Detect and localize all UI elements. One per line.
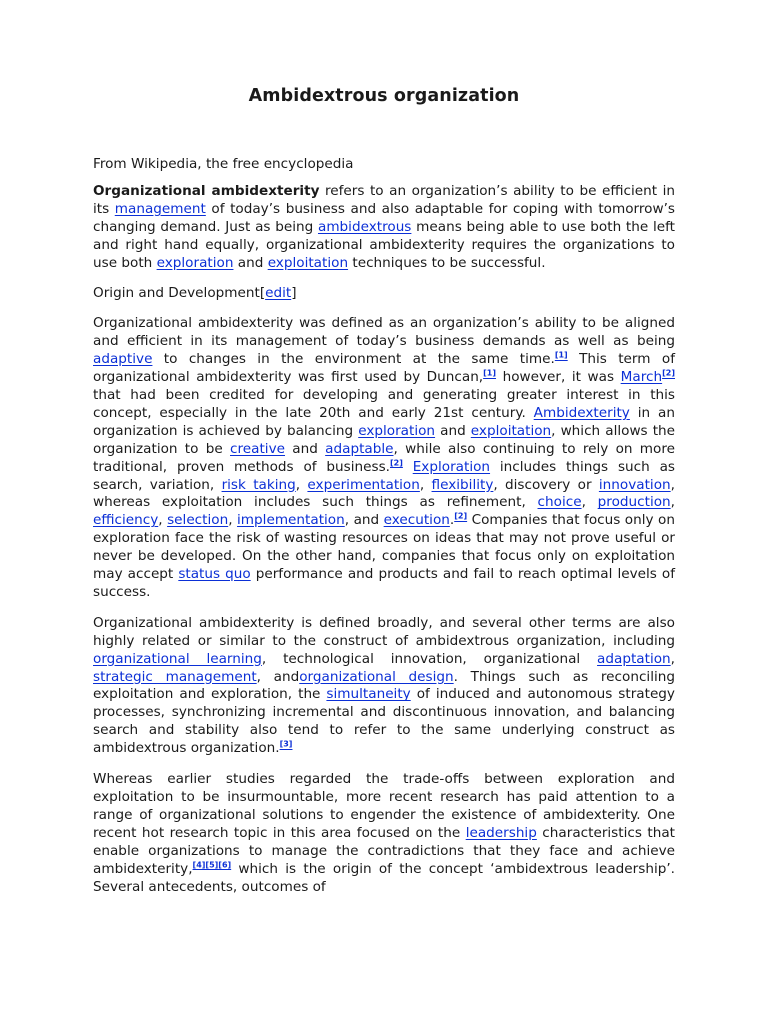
reference-4-5-6 <box>193 860 232 869</box>
link-selection[interactable]: selection <box>167 512 229 529</box>
page-subtitle: From Wikipedia, the free encyclopedia <box>93 156 354 172</box>
link-exploitation-2[interactable]: exploitation <box>470 422 552 439</box>
link-march[interactable]: March <box>620 369 663 386</box>
link-adaptable[interactable]: adaptable <box>325 440 394 457</box>
reference-link[interactable]: [2] <box>389 458 403 468</box>
link-execution[interactable]: execution <box>383 512 450 529</box>
reference-link[interactable]: [4][5][6] <box>192 860 232 870</box>
link-choice[interactable]: choice <box>537 494 582 511</box>
link-exploration[interactable]: exploration <box>156 254 234 271</box>
reference-3 <box>280 740 293 749</box>
paragraph-origin-1: Organizational ambidexterity was defined as an organization’s ability to be aligned and efficient in its management of today’s business demands as well as being adaptive to changes in the environment at the same time.[1] This term of organizational ambidexterity was first used by Duncan,[1] however, it was March[2] that had been credited for developing and generating greater interest in this concept, especially in the late 20th and early 21st century. Ambidexterity in an organization is achieved by balancing exploration and exploitation, which allows the organization to be creative and adaptable, while also continuing to rely on more traditional, proven methods of business.[2] Exploration includes things such as search, variation, risk taking, experimentation, flexibility, discovery or innovation, whereas exploitation includes such things as refinement, choice, production, efficiency, selection, implementation, and execution.[2] Companies that focus only on exploration face the risk of wasting resources on ideas that may not prove useful or never be developed. On the other hand, companies that focus only on exploitation may accept status quo performance and products and fail to reach optimal levels of success. <box>93 315 676 600</box>
reference-1 <box>555 351 568 360</box>
link-ambidextrous[interactable]: ambidextrous <box>317 218 412 235</box>
paragraph-origin-2: Organizational ambidexterity is defined broadly, and several other terms are also highly related or similar to the construct of ambidextrous organization, including organizational learning, technological innovation, organizational adaptation, strategic management, andorganizational design. Things such as reconciling exploitation and exploration, the simultaneity of induced and autonomous strategy processes, synchronizing incremental and discontinuous innovation, and balancing search and stability also tend to refer to the same underlying construct as ambidextrous organization.[3] <box>93 614 676 757</box>
link-strategic-management[interactable]: strategic management <box>93 668 257 685</box>
link-adaptive[interactable]: adaptive <box>93 351 153 368</box>
link-creative[interactable]: creative <box>230 440 285 457</box>
link-leadership[interactable]: leadership <box>465 824 537 841</box>
link-adaptation[interactable]: adaptation <box>597 650 671 667</box>
intro-paragraph: Organizational ambidexterity refers to an organization’s ability to be efficient in its management of today’s business and also adaptable for coping with tomorrow’s changing demand. Just as being ambidextrous means being able to use both the left and right hand equally, organizational ambidexterity requires the organizations to use both exploration and exploitation techniques to be successful. <box>93 182 675 271</box>
reference-link[interactable]: [3] <box>279 739 293 749</box>
link-innovation[interactable]: innovation <box>598 476 671 493</box>
link-implementation[interactable]: implementation <box>237 512 345 529</box>
page-title: Ambidextrous organization <box>248 86 520 106</box>
edit-link[interactable]: edit <box>265 285 292 302</box>
reference-link[interactable]: [2] <box>662 368 675 378</box>
reference-link[interactable]: [1] <box>483 368 497 378</box>
link-exploitation[interactable]: exploitation <box>267 254 349 271</box>
link-organizational-design[interactable]: organizational design <box>299 668 454 685</box>
link-simultaneity[interactable]: simultaneity <box>326 686 411 703</box>
paragraph-origin-3: Whereas earlier studies regarded the trade-offs between exploration and exploitation to be insurmountable, more recent research has paid attention to a range of organizational solutions to engender the existence of ambidexterity. One recent hot research topic in this area focused on the leadership characteristics that enable organizations to manage the contradictions that they face and achieve ambidexterity,[4][5][6] which is the origin of the concept ‘ambidextrous leadership’. Several antecedents, outcomes of <box>93 771 675 895</box>
reference-1b <box>483 369 496 378</box>
link-flexibility[interactable]: flexibility <box>431 476 494 493</box>
link-production[interactable]: production <box>597 494 671 511</box>
reference-2c <box>454 512 467 521</box>
link-organizational-learning[interactable]: organizational learning <box>93 650 262 667</box>
reference-link[interactable]: [2] <box>454 511 468 521</box>
intro-bold-term: Organizational ambidexterity <box>93 182 320 199</box>
link-management[interactable]: management <box>114 200 206 217</box>
link-status-quo[interactable]: status quo <box>178 566 251 583</box>
link-exploration-3[interactable]: Exploration <box>412 458 491 475</box>
section-heading-origin: Origin and Development[edit] <box>93 285 297 302</box>
link-experimentation[interactable]: experimentation <box>307 476 420 493</box>
link-efficiency[interactable]: efficiency <box>93 512 159 529</box>
link-risk-taking[interactable]: risk taking <box>221 476 296 493</box>
reference-2b <box>390 458 403 467</box>
link-exploration-2[interactable]: exploration <box>358 422 436 439</box>
reference-link[interactable]: [1] <box>554 350 568 360</box>
link-ambidexterity[interactable]: Ambidexterity <box>533 404 630 421</box>
reference-2 <box>662 369 675 378</box>
